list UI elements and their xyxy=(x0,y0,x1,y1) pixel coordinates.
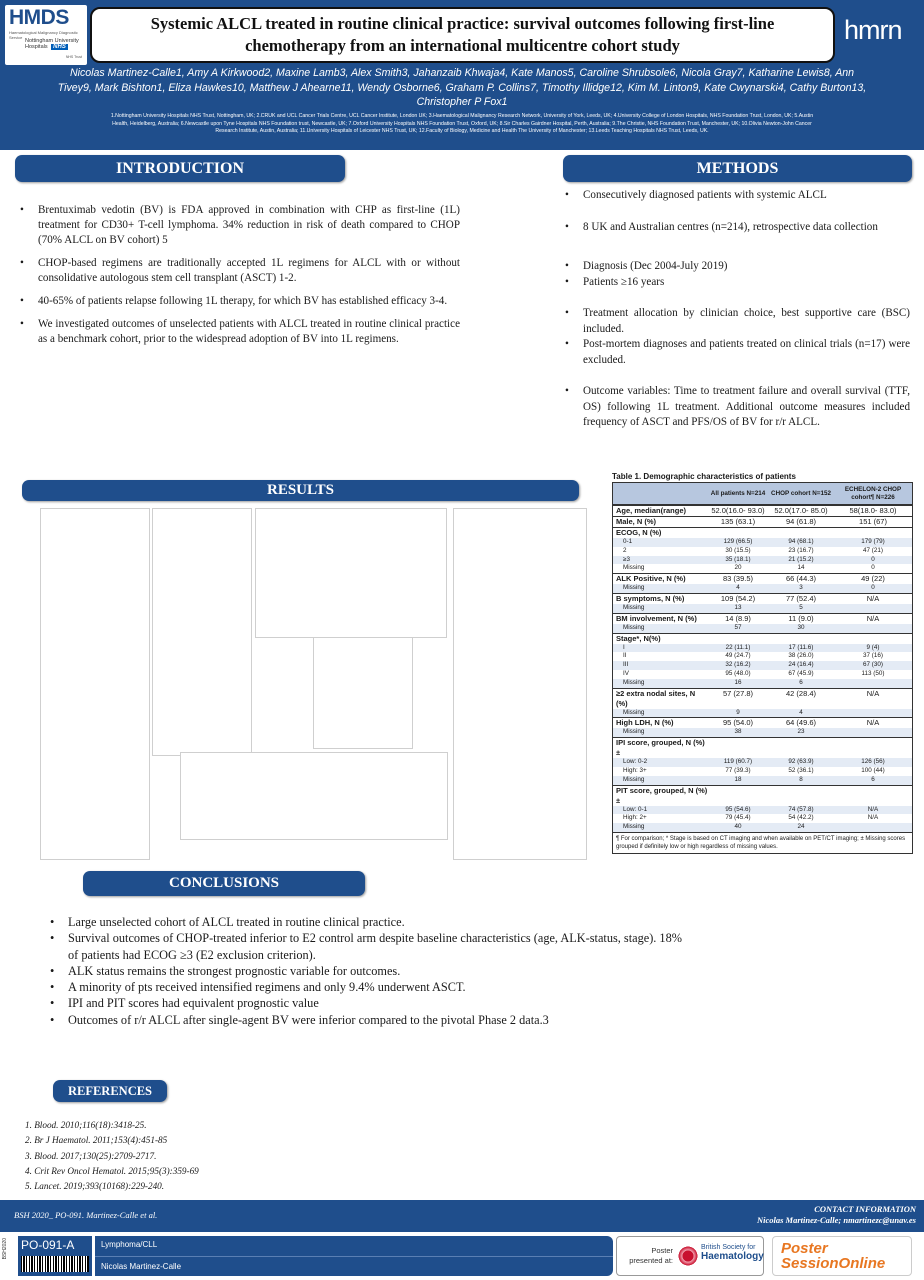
table-1-cell: 95 (54.6) xyxy=(725,805,751,813)
hmds-logo xyxy=(5,5,87,65)
table-1-cell: N/A xyxy=(866,718,880,728)
poster-footer xyxy=(0,1200,924,1232)
table-1-row-label: IV xyxy=(623,669,629,677)
table-1-row-label: High LDH, N (%) xyxy=(616,718,674,728)
table-2-panel xyxy=(255,508,447,638)
table-1-cell: 52 (36.1) xyxy=(788,766,814,774)
methods-bullet: • Outcome variables: Time to treatment failure and overall survival (TTF, OS) following 1L treatment. Additional outcome measures included frequency of ASCT and PFS/OS of BV for r/r ALCL. xyxy=(565,385,910,428)
table-1-cell: 22 (11.1) xyxy=(725,643,751,651)
poster-header xyxy=(0,0,924,150)
table-1-cell: 4 xyxy=(736,584,740,592)
table-1-col-all: All patients N=214 xyxy=(710,489,766,497)
table-1-header xyxy=(613,483,912,505)
table-1-col-chop: CHOP cohort N=152 xyxy=(771,489,831,497)
table-1-cell xyxy=(834,786,912,806)
table-1-footnote: ¶ For comparison; * Stage is based on CT imaging and when available on PET/CT imaging; ± Missing scores grouped if definitely low or high regardless of missing values. xyxy=(613,832,912,853)
methods-bullet: • 8 UK and Australian centres (n=214), retrospective data collection xyxy=(565,220,878,233)
table-1-cell: 79 (45.4) xyxy=(725,814,751,822)
table-1-row-label: Missing xyxy=(623,678,645,686)
table-1-cell xyxy=(834,528,912,538)
table-1-cell: 95 (54.0) xyxy=(722,718,754,728)
table-1-cell xyxy=(708,634,768,644)
table-1-row xyxy=(613,556,912,565)
results-heading: RESULTS xyxy=(22,480,579,501)
table-1-cell: 9 (4) xyxy=(866,643,880,651)
table-1-row xyxy=(613,679,912,688)
table-1-title: Table 1. Demographic characteristics of patients xyxy=(612,472,796,481)
table-1-cell xyxy=(834,634,912,644)
authors-line-1: Nicolas Martinez-Calle1, Amy A Kirkwood2, Maxine Lamb3, Alex Smith3, Jahanzaib Khwaja4, Kate Manos5, Caroline Shrubsole6, Nicola Gray7, Katharine Lewis8, Ann xyxy=(69,67,855,79)
conclusion-bullet: • Large unselected cohort of ALCL treated in routine clinical practice. xyxy=(50,915,405,929)
table-1-row-label: Missing xyxy=(623,775,645,783)
table-1-row xyxy=(613,633,912,644)
table-1-row xyxy=(613,652,912,661)
table-1-cell: 100 (44) xyxy=(861,766,885,774)
conclusion-bullet: • ALK status remains the strongest prognostic variable for outcomes. xyxy=(50,963,401,978)
table-1-cell: 94 (68.1) xyxy=(788,538,814,545)
contact-details: Nicolas Martinez-Calle; nmartinezc@unav.es xyxy=(756,1215,916,1225)
table-1-cell: 23 (16.7) xyxy=(788,546,814,554)
poster-presenter: Nicolas Martinez-Calle xyxy=(101,1262,182,1271)
table-1-cell: 30 xyxy=(797,623,805,631)
figure-2-panel xyxy=(152,508,252,756)
table-1-cell: 4 xyxy=(799,708,803,716)
reference-item: 4. Crit Rev Oncol Hematol. 2015;95(3):359-69 xyxy=(25,1165,199,1176)
table-1-cell: 57 (27.8) xyxy=(722,688,754,698)
table-1-row xyxy=(613,516,912,527)
table-1-cell: 49 (22) xyxy=(861,574,885,584)
table-1-cell xyxy=(834,604,912,613)
barcode-icon xyxy=(21,1256,89,1272)
table-1-row-label: Missing xyxy=(623,708,645,716)
table-1-cell: 67 (45.9) xyxy=(788,669,814,677)
poster-title xyxy=(90,7,835,63)
table-1-cell xyxy=(768,528,834,538)
table-1-row-label: PIT score, grouped, N (%)± xyxy=(616,785,708,805)
contact-info xyxy=(757,1204,916,1226)
table-1-row xyxy=(613,538,912,547)
bsh-logo-text: British Society for Haematology xyxy=(701,1244,764,1262)
figure-1-panel xyxy=(40,508,150,860)
reference-item: 1. Blood. 2010;116(18):3418-25. xyxy=(25,1120,147,1130)
table-1-cell: N/A xyxy=(867,814,879,822)
nhs-org-name: Nottingham University Hospitals xyxy=(25,38,79,50)
table-1-row xyxy=(613,624,912,633)
presented-at-box xyxy=(616,1236,764,1276)
table-1-row xyxy=(613,564,912,573)
vertical-id: BSH2020 xyxy=(2,1238,8,1260)
table-1-row-label: II xyxy=(623,652,627,660)
table-1-row xyxy=(613,644,912,653)
table-1-row-label: ECOG, N (%) xyxy=(616,528,662,537)
table-1-cell xyxy=(708,738,768,758)
table-4-panel xyxy=(180,752,448,840)
table-1-row xyxy=(613,737,912,758)
methods-list xyxy=(560,188,910,431)
table-1-row-label: BM involvement, N (%) xyxy=(616,613,697,623)
session-bar xyxy=(0,1232,924,1280)
table-1-cell: 92 (63.9) xyxy=(788,758,814,766)
table-1-row-label: Missing xyxy=(623,584,645,592)
table-1-header-blank xyxy=(613,483,708,504)
references-list xyxy=(25,1118,445,1194)
table-1-row xyxy=(613,814,912,823)
table-1-cell: 13 xyxy=(734,603,742,611)
conclusion-bullet: • A minority of pts received intensified regimens and only 9.4% underwent ASCT. xyxy=(50,980,466,995)
table-1-cell: 5 xyxy=(799,603,803,611)
table-1-row-label: I xyxy=(623,643,625,651)
hmds-logo-subtitle: Haematological Malignancy Diagnostic Service xyxy=(9,30,78,40)
authors-line-2: Tivey9, Mark Bishton1, Eliza Hawkes10, Matthew J Ahearne11, Wendy Osborne6, Graham P. Collins7, Timothy Illidge12, Kim M. Linton9, Kate Cwynarski4, Cathy Burton13, xyxy=(57,81,867,94)
table-1-row xyxy=(613,717,912,728)
table-1-cell: 30 (15.5) xyxy=(725,546,751,554)
table-1-cell: 49 (24.7) xyxy=(725,652,751,660)
table-1-row-label: ≥2 extra nodal sites, N (%) xyxy=(616,688,696,708)
table-1-row xyxy=(613,758,912,767)
table-1-cell: 113 (50) xyxy=(861,669,885,677)
nhs-org-logo xyxy=(25,38,87,50)
table-1-cell: 66 (44.3) xyxy=(785,574,817,584)
table-1-cell: 67 (30) xyxy=(863,661,883,669)
table-1-row-label: Missing xyxy=(623,728,645,736)
table-1-row-label: 0-1 xyxy=(623,538,633,545)
introduction-list xyxy=(15,203,460,355)
table-1-row xyxy=(613,709,912,718)
reference-item: 3. Blood. 2017;130(25):2709-2717. xyxy=(25,1150,157,1161)
table-1-row xyxy=(613,823,912,832)
table-1-cell xyxy=(834,738,912,758)
table-1-row-label: Missing xyxy=(623,564,645,572)
table-1-cell: 0 xyxy=(871,584,875,592)
table-1-cell xyxy=(708,786,768,806)
table-1-cell xyxy=(834,709,912,718)
table-1-cell xyxy=(708,528,768,538)
table-1-cell xyxy=(768,786,834,806)
table-1-cell: 14 xyxy=(797,564,805,572)
table-1-cell: 17 (11.6) xyxy=(788,643,814,651)
table-1 xyxy=(612,472,913,854)
table-3-panel xyxy=(313,637,413,749)
table-1-cell: 57 xyxy=(734,623,742,631)
methods-bullet: • Post-mortem diagnoses and patients treated on clinical trials (n=17) were excluded. xyxy=(565,338,910,366)
table-1-row-label: Missing xyxy=(623,823,645,831)
table-1-cell: 11 (9.0) xyxy=(788,613,814,623)
table-1-cell: 52.0(16.0- 93.0) xyxy=(711,506,765,515)
table-1-cell: 38 (26.0) xyxy=(788,652,814,660)
table-1-cell: 24 (16.4) xyxy=(788,661,814,669)
table-1-row xyxy=(613,593,912,604)
table-1-row-label: Age, median(range) xyxy=(616,506,687,515)
table-1-cell: 14 (8.9) xyxy=(725,613,751,623)
affiliations-line-3: Research Institute, Austin, Australia; 11.University Hospitals of Leicester NHS Trust, UK; 12.Faculty of Biology, Medicine and Health The University of Manchester; 13.Leeds Teaching Hospitals NHS Trust, Leeds, UK. xyxy=(215,128,709,135)
table-1-cell: 129 (66.5) xyxy=(723,538,753,545)
table-1-row-label: Missing xyxy=(623,623,645,631)
table-1-cell: N/A xyxy=(866,613,880,623)
table-1-cell: 135 (63.1) xyxy=(720,517,756,526)
table-1-row xyxy=(613,604,912,613)
table-1-row-label: IPI score, grouped, N (%)± xyxy=(616,738,705,758)
table-1-cell: 16 xyxy=(734,678,742,686)
methods-bullet: • Patients ≥16 years xyxy=(565,275,665,288)
nhs-trust-label: NHS Trust xyxy=(65,55,82,59)
table-1-cell: 21 (15.2) xyxy=(788,555,814,563)
table-1-cell: 77 (52.4) xyxy=(785,593,817,603)
conclusion-bullet: • Outcomes of r/r ALCL after single-agent BV were inferior compared to the pivotal Phase 2 data.3 xyxy=(50,1012,549,1027)
table-1-row-label: Low: 0-2 xyxy=(623,758,648,766)
table-1-row xyxy=(613,661,912,670)
conclusion-bullet: • Survival outcomes of CHOP-treated inferior to E2 control arm despite baseline characteristics (age, ALK-status, stage). 18% of patients had ECOG ≥3 (E2 exclusion criterion). xyxy=(50,931,682,962)
hmds-logo-text: HMDS xyxy=(9,6,69,29)
table-1-row xyxy=(613,584,912,593)
table-1-row-label: 2 xyxy=(623,546,627,554)
table-1-cell: 8 xyxy=(799,775,803,783)
poster-session-online-logo[interactable]: Poster SessionOnline xyxy=(772,1236,912,1276)
table-1-row xyxy=(613,527,912,538)
table-1-cell xyxy=(834,679,912,688)
author-list xyxy=(8,66,916,110)
table-1-cell: 77 (39.3) xyxy=(725,766,751,774)
table-1-row xyxy=(613,547,912,556)
table-1-cell: N/A xyxy=(866,688,880,698)
poster-info-box xyxy=(95,1236,613,1276)
bsh-logo-icon xyxy=(677,1245,699,1267)
table-1-cell xyxy=(834,823,912,832)
methods-bullet: • Consecutively diagnosed patients with systemic ALCL xyxy=(565,189,827,201)
table-1-cell: 119 (60.7) xyxy=(723,758,753,766)
introduction-heading: INTRODUCTION xyxy=(15,155,345,182)
table-1-cell: 0 xyxy=(871,564,875,572)
table-1-cell: 95 (48.0) xyxy=(725,669,751,677)
table-1-cell: 9 xyxy=(736,708,740,716)
figure-3-panel xyxy=(453,508,587,860)
table-1-row-label: B symptoms, N (%) xyxy=(616,593,685,603)
table-1-cell: 23 xyxy=(797,728,805,736)
conclusions-heading: CONCLUSIONS xyxy=(83,871,365,896)
affiliations-line-2: Health, Heidelberg, Australia; 6.Newcastle upon Tyne Hospitals NHS Foundation trust, Newcastle, UK; 7.Oxford University Hospitals NHS Foundation Trust, Oxford, UK; 8.Sir Charles Gairdner Hospital, Perth, Australia; 9.The Christie, NHS Foundation Trust, Manchester, UK; 10.Olivia Newton-John Cancer xyxy=(112,120,812,127)
table-1-row xyxy=(613,573,912,584)
table-1-cell: 3 xyxy=(799,584,803,592)
table-1-cell: 37 (16) xyxy=(863,652,883,660)
title-line-1: Systemic ALCL treated in routine clinical practice: survival outcomes following first-line xyxy=(150,14,775,33)
table-1-cell: 179 (79) xyxy=(861,538,885,545)
table-1-row-label: ALK Positive, N (%) xyxy=(616,574,686,584)
table-1-row xyxy=(613,806,912,815)
hmrn-logo: hmrn xyxy=(844,15,902,45)
table-1-cell: 24 xyxy=(797,823,805,831)
table-1-cell: N/A xyxy=(867,805,879,813)
table-1-row-label: Male, N (%) xyxy=(616,517,657,526)
table-1-row-label: High: 2+ xyxy=(623,814,647,822)
table-1-cell: 0 xyxy=(871,555,875,563)
table-1-row-label: Low: 0-1 xyxy=(623,805,648,813)
table-1-cell xyxy=(834,624,912,633)
references-heading: REFERENCES xyxy=(53,1080,167,1102)
authors-line-3: Christopher P Fox1 xyxy=(416,96,508,108)
table-1-cell: 20 xyxy=(734,564,742,572)
table-1-cell: 52.0(17.0- 85.0) xyxy=(774,506,828,515)
table-1-cell: 42 (28.4) xyxy=(785,688,817,698)
table-1-cell xyxy=(834,728,912,737)
table-1-row xyxy=(613,613,912,624)
table-1-cell: 6 xyxy=(871,775,875,783)
info-divider xyxy=(95,1256,613,1257)
poster-code-box xyxy=(18,1236,92,1276)
table-1-col-echelon: ECHELON-2 CHOP cohort¶ N=226 xyxy=(844,486,902,501)
affiliations xyxy=(8,113,916,136)
table-1-row xyxy=(613,767,912,776)
methods-heading: METHODS xyxy=(563,155,912,182)
conclusion-bullet: • IPI and PIT scores had equivalent prognostic value xyxy=(50,996,319,1011)
table-1-row xyxy=(613,785,912,806)
table-1-cell xyxy=(768,634,834,644)
table-1-cell: 58(18.0- 83.0) xyxy=(849,506,897,515)
table-1-row xyxy=(613,776,912,785)
table-1-cell: 38 xyxy=(734,728,742,736)
table-1-row xyxy=(613,670,912,679)
methods-bullet: • Diagnosis (Dec 2004-July 2019) xyxy=(565,260,728,272)
table-1-row-label: III xyxy=(623,661,629,669)
table-1-cell: 47 (21) xyxy=(863,546,883,554)
title-line-2: chemotherapy from an international multicentre cohort study xyxy=(245,36,680,55)
table-1-cell: 6 xyxy=(799,678,803,686)
table-1-cell: 32 (16.2) xyxy=(725,661,751,669)
intro-bullet: • CHOP-based regimens are traditionally accepted 1L regimens for ALCL with or without consolidative autologous stem cell transplant (ASCT) 1-2. xyxy=(20,257,460,284)
affiliations-line-1: 1.Nottingham University Hospitals NHS Trust, Nottingham, UK; 2.CRUK and UCL Cancer Trials Centre, UCL Cancer Institute, London UK; 3.Haematological Malignancy Research Network, University of York, Leeds, UK; 4.University College of London Hospitals, NHS Foundation Trust, London, UK; 5.Austin xyxy=(110,113,814,119)
table-1-cell: 64 (49.6) xyxy=(785,718,817,728)
nhs-badge: NHS xyxy=(53,44,66,50)
table-1-cell: 94 (61.8) xyxy=(785,517,817,526)
table-1-row-label: Missing xyxy=(623,603,645,611)
table-1-cell: N/A xyxy=(866,593,880,603)
table-1-cell: 54 (42.2) xyxy=(788,814,814,822)
table-1-cell: 74 (57.8) xyxy=(788,805,814,813)
poster-category: Lymphoma/CLL xyxy=(101,1240,158,1249)
table-1-row xyxy=(613,688,912,709)
table-1-cell: 151 (67) xyxy=(859,517,887,526)
table-1-cell: 126 (56) xyxy=(861,758,885,766)
table-1-body xyxy=(612,482,913,854)
intro-bullet: • Brentuximab vedotin (BV) is FDA approved in combination with CHP as first-line (1L) treatment for CD30+ T-cell lymphoma. 34% reduction in risk of death compared to CHOP (70% ALCL on BV cohort) 5 xyxy=(20,204,460,246)
table-1-row-label: High: 3+ xyxy=(623,766,647,774)
intro-bullet: • 40-65% of patients relapse following 1L therapy, for which BV has established efficacy 3-4. xyxy=(20,295,448,307)
table-1-row xyxy=(613,728,912,737)
reference-item: 5. Lancet. 2019;393(10168):229-240. xyxy=(25,1181,165,1192)
presented-at-label: Poster presented at: xyxy=(629,1246,673,1265)
table-1-row-label: Stage*, N(%) xyxy=(616,633,661,643)
table-1-cell: 18 xyxy=(734,775,742,783)
contact-heading: CONTACT INFORMATION xyxy=(814,1204,916,1214)
table-1-cell: 35 (18.1) xyxy=(725,555,751,563)
conclusions-list xyxy=(45,914,695,1028)
table-1-cell: 83 (39.5) xyxy=(722,574,754,584)
poster-code: PO-091-A xyxy=(21,1238,75,1252)
table-1-cell: 109 (54.2) xyxy=(720,593,756,603)
reference-item: 2. Br J Haematol. 2011;153(4):451-85 xyxy=(25,1135,168,1146)
table-1-cell: 40 xyxy=(734,823,742,831)
methods-bullet: • Treatment allocation by clinician choice, best supportive care (BSC) included. xyxy=(565,307,910,335)
table-1-cell xyxy=(768,738,834,758)
intro-bullet: • We investigated outcomes of unselected patients with ALCL treated in routine clinical practice as a benchmark cohort, prior to the widespread adoption of BV into 1L regimens. xyxy=(20,318,460,345)
footer-citation: BSH 2020_ PO-091. Martinez-Calle et al. xyxy=(14,1210,158,1220)
table-1-row-label: ≥3 xyxy=(623,555,630,563)
table-1-row xyxy=(613,505,912,516)
